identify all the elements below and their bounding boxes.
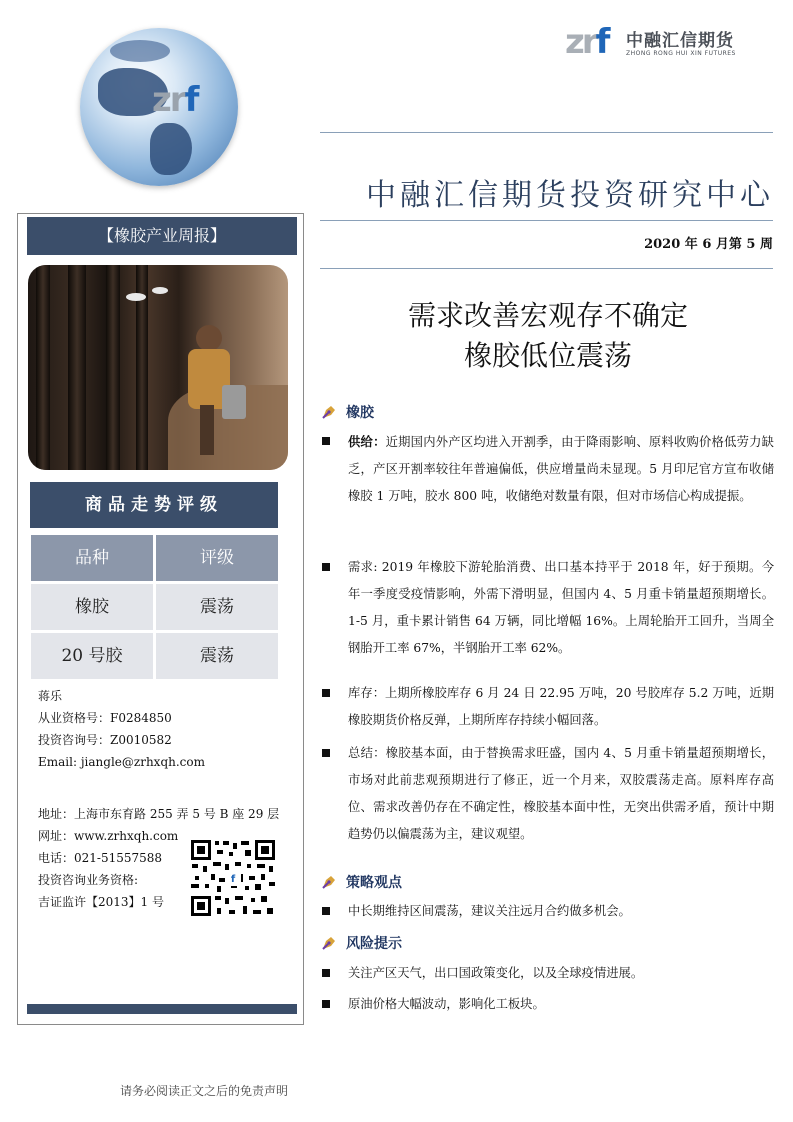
analyst-name: 蒋乐 xyxy=(38,689,63,703)
bullet-item xyxy=(322,680,774,734)
brand-name-cn: 中融汇信期货 xyxy=(626,31,734,51)
svg-text:f: f xyxy=(230,874,236,885)
header-divider-mid xyxy=(320,220,773,221)
bullet-item xyxy=(322,991,774,1018)
worker-head xyxy=(196,325,222,351)
section-heading-text: 策略观点 xyxy=(346,875,402,891)
section-heading-risk xyxy=(322,933,402,953)
header-divider-bottom xyxy=(320,268,773,269)
report-week: 2020 年 6 月第 5 周 xyxy=(644,237,773,252)
rubber-tapping-photo xyxy=(28,265,288,470)
latex-cup xyxy=(152,287,168,294)
rating-table-title: 商品走势评级 xyxy=(30,482,278,528)
company-address: 地址：上海市东育路 255 弄 5 号 B 座 29 层 xyxy=(38,807,280,821)
section-pen-icon xyxy=(322,875,336,889)
square-bullet-icon xyxy=(322,437,330,445)
square-bullet-icon xyxy=(322,1000,330,1008)
rating-table-cell: 震荡 xyxy=(156,633,278,679)
header-divider-top xyxy=(320,132,773,133)
square-bullet-icon xyxy=(322,907,330,915)
rating-table-header-variety: 品种 xyxy=(31,535,153,581)
square-bullet-icon xyxy=(322,749,330,757)
report-title-line2: 橡胶低位震荡 xyxy=(463,339,632,372)
report-title xyxy=(322,296,774,376)
latex-bucket xyxy=(222,385,246,419)
latex-cup xyxy=(126,293,146,301)
bullet-item-text: 库存：上期所橡胶库存 6 月 24 日 22.95 万吨，20 号胶库存 5.2 万吨，近期橡胶期货价格反弹，上期所库存持续小幅回落。 xyxy=(348,686,774,727)
analyst-email: Email: jiangle@zrhxqh.com xyxy=(38,755,205,769)
analyst-consult-no: 投资咨询号：Z0010582 xyxy=(38,733,172,747)
bullet-item-text: 总结：橡胶基本面，由于替换需求旺盛，国内 4、5 月重卡销量超预期增长，市场对此前悲观预期进行了修正，近一个月来，双胶震荡走高。原料库存高位、需求改善仍存在不确定性，橡胶基本面中性，无突出供需矛盾，预计中期趋势仍以偏震荡为主，建议观望。 xyxy=(348,746,774,841)
company-license-label: 投资咨询业务资格: xyxy=(38,873,139,887)
research-center-name: 中融汇信期货投资研究中心 xyxy=(366,178,774,213)
sidebar-footer-bar xyxy=(27,1004,297,1014)
brand-logo-mark: zrf xyxy=(565,22,608,62)
rating-table-cell: 橡胶 xyxy=(31,584,153,630)
globe-logo-icon xyxy=(80,28,238,186)
bullet-item xyxy=(322,428,774,510)
square-bullet-icon xyxy=(322,689,330,697)
bullet-item xyxy=(322,554,774,662)
analyst-qualification: 从业资格号：F0284850 xyxy=(38,711,172,725)
bullet-item-text: 原油价格大幅波动，影响化工板块。 xyxy=(348,997,545,1011)
bullet-item-text: 近期国内外产区均进入开割季，由于降雨影响、原料收购价格低劳力缺乏，产区开割率较往年普遍偏低，供应增量尚未显现。5 月印尼官方宣布收储橡胶 1 万吨，胶水 800 吨，收储绝对数量有限，但对市场信心构成提振。 xyxy=(348,435,774,503)
bullet-item xyxy=(322,898,774,925)
bullet-item-label: 供给： xyxy=(348,434,386,449)
bullet-item-text: 需求: 2019 年橡胶下游轮胎消费、出口基本持平于 2018 年，好于预期。今年一季度受疫情影响，外需下滑明显，但国内 4、5 月重卡销量超预期增长。1-5 月，重卡累计销售 64 万辆，同比增幅 16%。上周轮胎开工回升，当周全钢胎开工率 67%，半钢胎开工率 62%。 xyxy=(348,560,774,655)
company-phone: 电话：021-51557588 xyxy=(38,851,163,865)
qr-code-icon xyxy=(189,838,277,918)
report-name-banner: 【橡胶产业周报】 xyxy=(27,217,297,255)
section-heading-strategy xyxy=(322,872,402,892)
square-bullet-icon xyxy=(322,563,330,571)
globe-logo-mark: zrf xyxy=(152,80,198,120)
section-pen-icon xyxy=(322,405,336,419)
section-heading-rubber xyxy=(322,402,374,422)
worker-leg xyxy=(200,405,214,455)
section-heading-text: 橡胶 xyxy=(346,405,374,421)
report-title-line1: 需求改善宏观存不确定 xyxy=(407,299,688,332)
disclaimer-note: 请务必阅读正文之后的免责声明 xyxy=(120,1084,289,1098)
bullet-item xyxy=(322,960,774,987)
rating-table-cell: 20 号胶 xyxy=(31,633,153,679)
bullet-item-text: 关注产区天气，出口国政策变化，以及全球疫情进展。 xyxy=(348,966,644,980)
section-heading-text: 风险提示 xyxy=(346,936,402,952)
rating-table-cell: 震荡 xyxy=(156,584,278,630)
square-bullet-icon xyxy=(322,969,330,977)
brand-name-en: ZHONG RONG HUI XIN FUTURES xyxy=(626,50,736,57)
company-license: 吉证监许【2013】1 号 xyxy=(38,895,164,909)
bullet-item-text: 中长期维持区间震荡，建议关注远月合约做多机会。 xyxy=(348,904,631,918)
analyst-info xyxy=(38,685,205,773)
rating-table-header-rating: 评级 xyxy=(156,535,278,581)
bullet-item xyxy=(322,740,774,848)
company-website: 网址：www.zrhxqh.com xyxy=(38,829,179,843)
section-pen-icon xyxy=(322,936,336,950)
